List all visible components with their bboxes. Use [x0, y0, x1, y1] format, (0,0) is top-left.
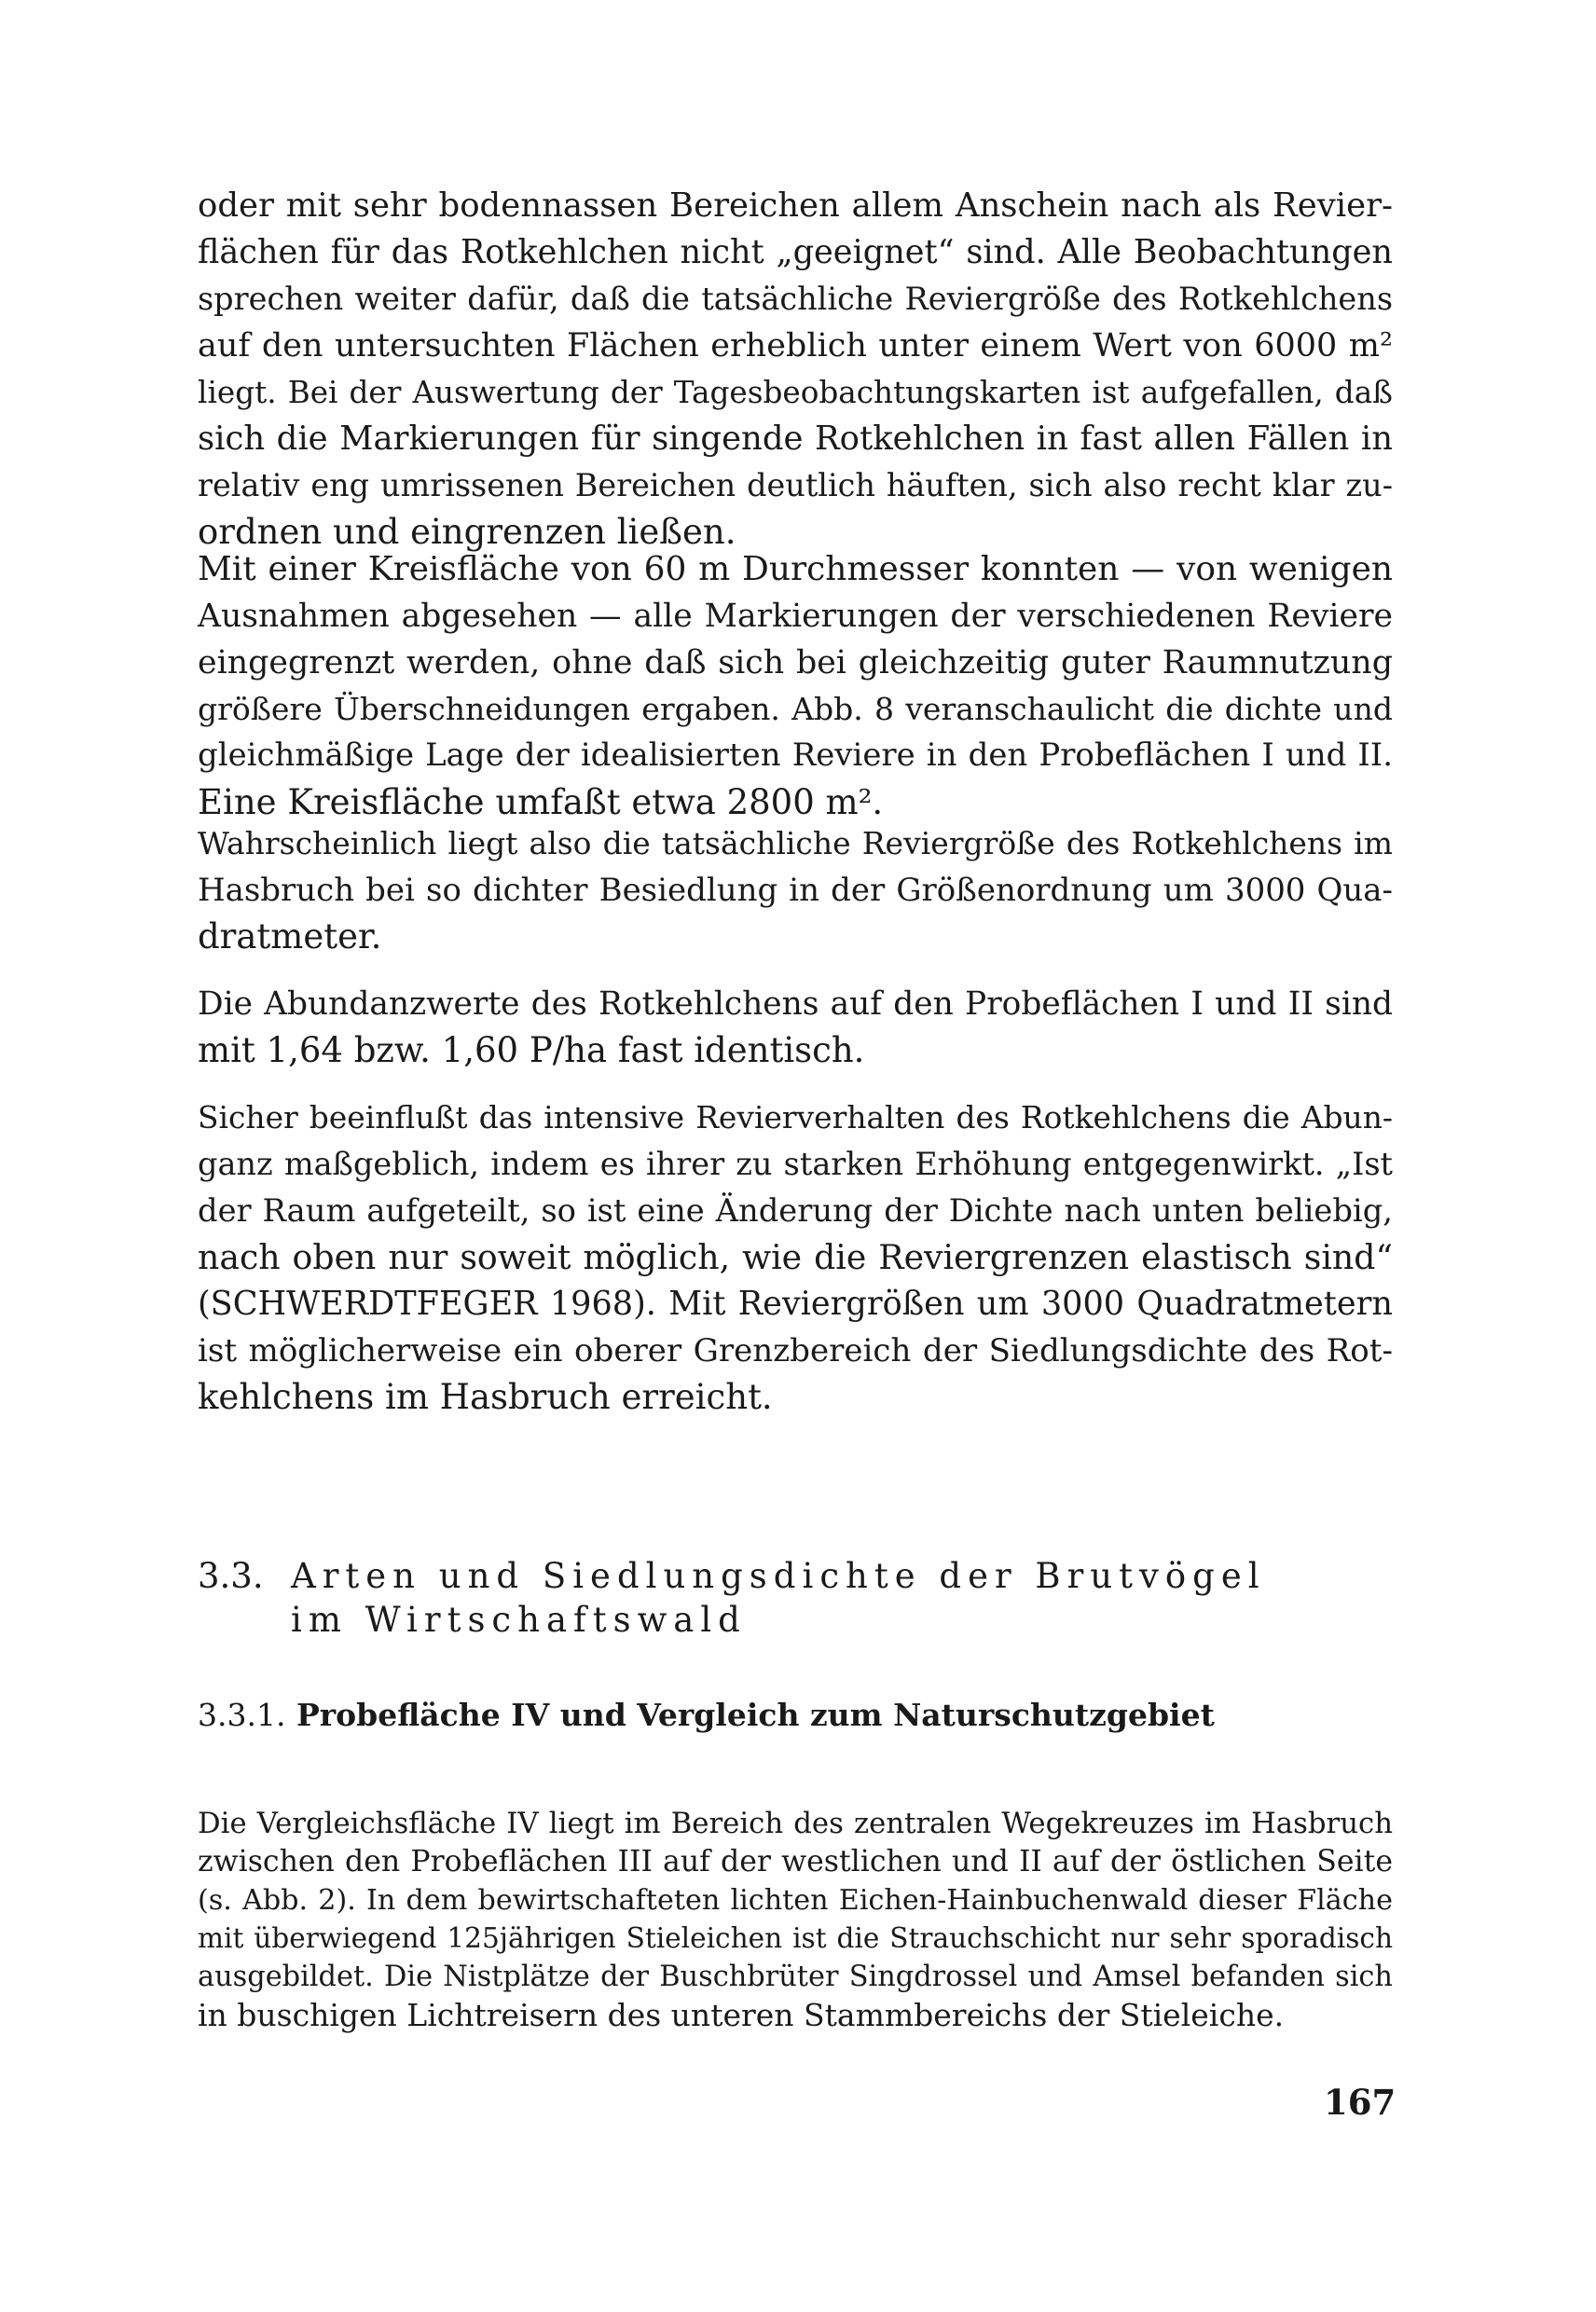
- text-line: auf den untersuchten Flächen erheblich unter einem Wert von 6000 m²: [198, 327, 1393, 365]
- text-line: Wahrscheinlich liegt also die tatsächliche Reviergröße des Rotkehlchens im: [198, 825, 1393, 861]
- section-heading: [198, 1554, 1393, 1642]
- section-title-line-1: Arten und Siedlungsdichte der Brutvögel: [291, 1556, 1266, 1596]
- subsection-title: Probefläche IV und Vergleich zum Naturschutzgebiet: [296, 1697, 1215, 1733]
- section-title-line-2: im Wirtschaftswald: [291, 1600, 747, 1640]
- text-line: in buschigen Lichtreisern des unteren Stammbereichs der Stieleiche.: [198, 1997, 1285, 2033]
- text-line: ist möglicherweise ein oberer Grenzbereich der Siedlungsdichte des Rot-: [198, 1332, 1393, 1369]
- text-line: ordnen und eingrenzen ließen.: [198, 512, 736, 552]
- text-line: der Raum aufgeteilt, so ist eine Änderung der Dichte nach unten beliebig,: [198, 1192, 1393, 1229]
- text-line: Hasbruch bei so dichter Besiedlung in der Größenordnung um 3000 Qua-: [198, 872, 1393, 909]
- text-line: Sicher beeinflußt das intensive Revierverhalten des Rotkehlchens die Abun-: [198, 1099, 1393, 1135]
- text-line: kehlchens im Hasbruch erreicht.: [198, 1377, 773, 1417]
- text-line: Ausnahmen abgesehen — alle Markierungen der verschiedenen Reviere: [198, 598, 1393, 635]
- subsection-number: 3.3.1.: [198, 1697, 286, 1733]
- text-line: zwischen den Probeflächen III auf der westlichen und II auf der östlichen Seite: [198, 1845, 1393, 1878]
- page-number: 167: [1324, 2082, 1396, 2123]
- text-line: mit 1,64 bzw. 1,60 P/ha fast identisch.: [198, 1030, 865, 1070]
- text-line: ausgebildet. Die Nistplätze der Buschbrüter Singdrossel und Amsel befanden sich: [198, 1961, 1393, 1993]
- text-line: gleichmäßige Lage der idealisierten Reviere in den Probeflächen I und II.: [198, 737, 1393, 774]
- text-line: sich die Markierungen für singende Rotkehlchen in fast allen Fällen in: [198, 420, 1393, 458]
- text-line: (SCHWERDTFEGER 1968). Mit Reviergrößen um 3000 Quadratmetern: [198, 1285, 1393, 1323]
- text-line: nach oben nur soweit möglich, wie die Reviergrenzen elastisch sind“: [198, 1237, 1393, 1277]
- text-line: flächen für das Rotkehlchen nicht „geeignet“ sind. Alle Beobachtungen: [198, 233, 1393, 271]
- paragraph-3: [198, 820, 1393, 960]
- text-line: sprechen weiter dafür, daß die tatsächliche Reviergröße des Rotkehlchens: [198, 281, 1393, 317]
- text-line: liegt. Bei der Auswertung der Tagesbeobachtungskarten ist aufgefallen, daß: [198, 375, 1393, 410]
- text-line: oder mit sehr bodennassen Bereichen allem Anschein nach als Revier-: [198, 186, 1393, 225]
- subsection-heading: [198, 1695, 1393, 1736]
- paragraph-1: [198, 183, 1393, 556]
- text-line: größere Überschneidungen ergaben. Abb. 8 veranschaulicht die dichte und: [198, 691, 1393, 727]
- paragraph-6: [198, 1805, 1393, 2034]
- text-line: mit überwiegend 125jährigen Stieleichen ist die Strauchschicht nur sehr sporadisch: [198, 1922, 1393, 1954]
- text-line: Die Vergleichsfläche IV liegt im Bereich des zentralen Wegekreuzes im Hasbruch: [198, 1807, 1393, 1840]
- text-line: (s. Abb. 2). In dem bewirtschafteten lichten Eichen-Hainbuchenwald dieser Fläche: [198, 1884, 1393, 1917]
- text-line: Mit einer Kreisfläche von 60 m Durchmesser konnten — von wenigen: [198, 550, 1393, 588]
- paragraph-5: [198, 1094, 1393, 1421]
- text-line: dratmeter.: [198, 916, 382, 956]
- text-line: ganz maßgeblich, indem es ihrer zu starken Erhöhung entgegenwirkt. „Ist: [198, 1146, 1393, 1182]
- text-line: Eine Kreisfläche umfaßt etwa 2800 m².: [198, 782, 884, 822]
- paragraph-4: [198, 981, 1393, 1074]
- text-line: Die Abundanzwerte des Rotkehlchens auf den Probeflächen I und II sind: [198, 985, 1393, 1023]
- paragraph-2: [198, 546, 1393, 826]
- section-number: 3.3.: [198, 1556, 264, 1596]
- text-line: relativ eng umrissenen Bereichen deutlich häuften, sich also recht klar zu-: [198, 467, 1393, 503]
- text-line: eingegrenzt werden, ohne daß sich bei gleichzeitig guter Raumnutzung: [198, 644, 1393, 681]
